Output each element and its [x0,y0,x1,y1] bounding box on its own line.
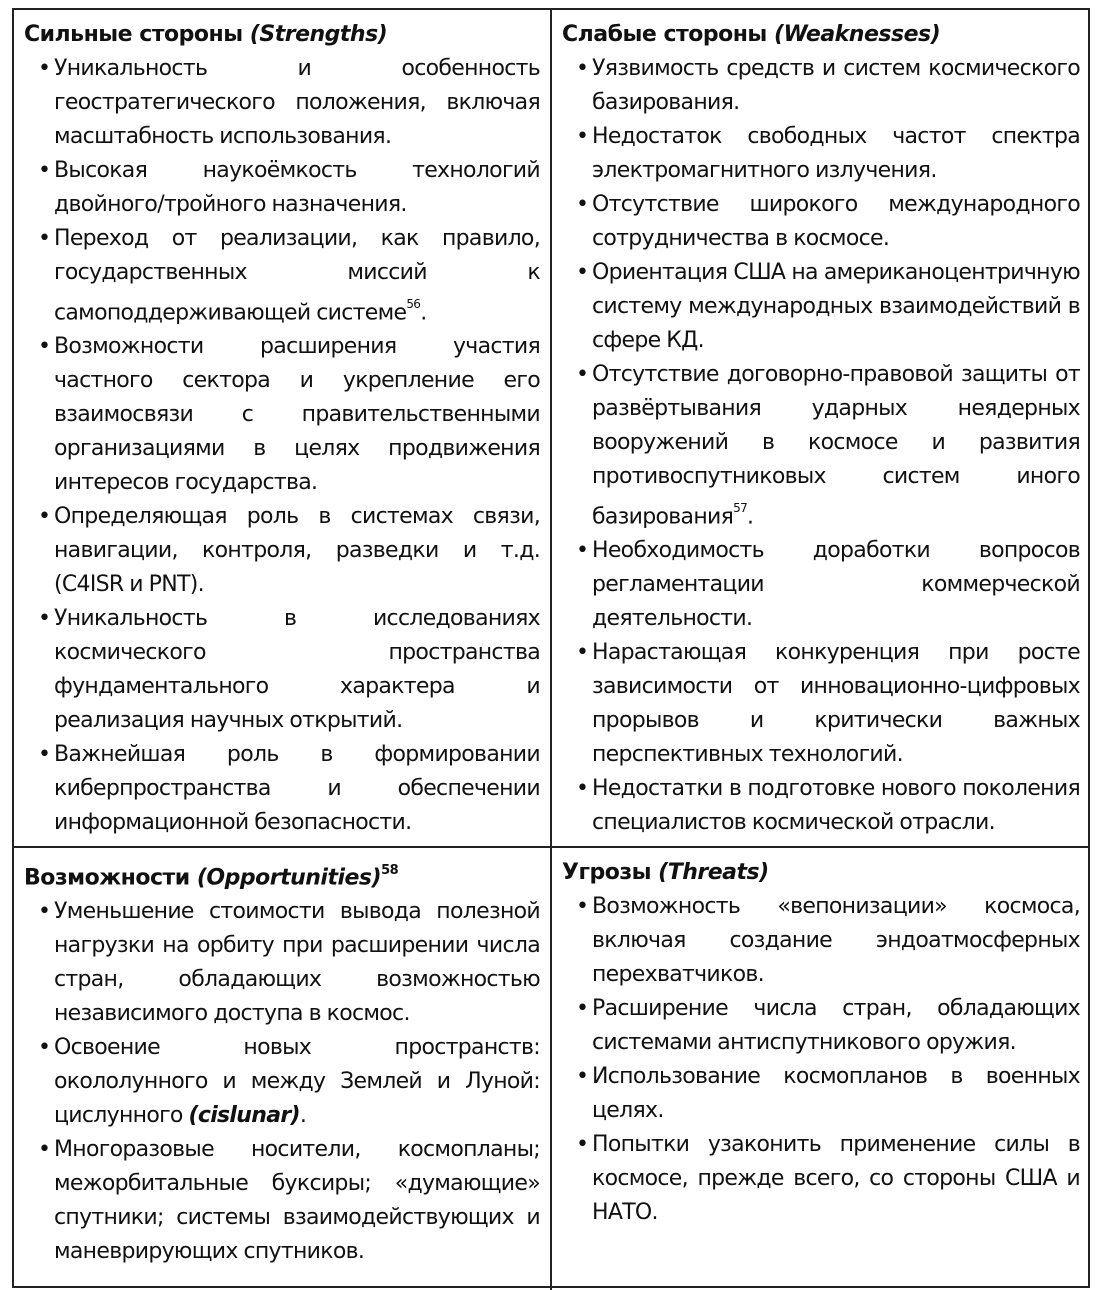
bullet-icon: • [38,504,51,530]
bullet-icon: • [38,899,51,925]
bullet-icon: • [576,192,589,217]
opportunities-heading [24,856,540,895]
item-text: Переход от реализации, как правило, государственных миссий к самоподдерживающей системе [54,226,540,326]
bullet-icon: • [38,1137,51,1163]
footnote-ref: 56 [406,297,421,311]
bullet-icon: • [576,56,589,81]
bullet-icon: • [576,1064,589,1089]
bullet-icon: • [38,1035,51,1061]
item-text: Возможность «вепонизации» космоса, включая создание эндоатмосферных перехватчиков. [592,894,1080,987]
threats-list [562,890,1080,1230]
threats-item [562,1128,1080,1230]
bullet-icon: • [576,538,589,564]
weaknesses-title: Слабые стороны [562,22,767,47]
opportunities-title: Возможности [24,865,190,891]
weaknesses-item [562,256,1080,358]
opportunities-item [24,1133,540,1269]
item-text: Уменьшение стоимости вывода полезной нагрузки на орбиту при расширении числа стран, обладающих возможностью независимого доступа в космос. [54,899,540,1027]
bullet-icon: • [576,640,589,666]
bullet-icon: • [38,158,51,183]
strengths-item [24,52,540,154]
bullet-icon: • [38,334,51,360]
weaknesses-list [562,52,1080,840]
item-text: Ориентация США на американоцентричную систему международных взаимодействий в сфере КД. [592,260,1080,353]
strengths-item [24,154,540,222]
threats-heading [562,856,1080,890]
threats-title: Угрозы [562,860,651,885]
opportunities-item [24,1031,540,1133]
footnote-ref: 58 [381,863,399,878]
strengths-list [24,52,540,840]
strengths-item [24,330,540,500]
strengths-item [24,222,540,330]
strengths-item [24,738,540,840]
strengths-title: Сильные стороны [24,22,243,47]
item-text: Уникальность в исследованиях космического пространства фундаментального характера и реализация научных открытий. [54,606,540,734]
item-text: Необходимость доработки вопросов регламентации коммерческой деятельности. [592,538,1080,632]
strengths-heading [24,18,540,52]
bullet-icon: • [576,260,589,285]
weaknesses-item [562,120,1080,188]
threats-item [562,992,1080,1060]
item-text: Использование космопланов в военных целях. [592,1064,1080,1123]
item-tail: . [420,300,427,326]
bullet-icon: • [576,1132,589,1157]
weaknesses-cell [552,10,1090,848]
strengths-item [24,602,540,738]
opportunities-title-en: (Opportunities) [196,865,382,891]
weaknesses-item [562,636,1080,772]
item-text: Возможности расширения участия частного сектора и укрепление его взаимосвязи с правительственными организациями в целях продвижения интересов государства. [54,334,540,496]
item-text: Расширение числа стран, обладающих системами антиспутникового оружия. [592,996,1080,1055]
item-text: Определяющая роль в системах связи, навигации, контроля, разведки и т.д. (C4ISR и PNT). [54,504,540,598]
item-italic-term: (cislunar) [188,1103,300,1129]
opportunities-item [24,895,540,1031]
weaknesses-item [562,188,1080,256]
strengths-cell [14,10,552,848]
bullet-icon: • [38,742,51,768]
item-text: Отсутствие договорно-правовой защиты от развёртывания ударных неядерных вооружений в космосе и развития противоспутниковых систем иного базирования [592,362,1080,530]
threats-title-en: (Threats) [658,860,769,885]
item-text: Недостатки в подготовке нового поколения специалистов космической отрасли. [592,776,1080,836]
bullet-icon: • [38,56,51,81]
threats-cell [552,848,1090,1290]
item-text: Высокая наукоёмкость технологий двойного/тройного назначения. [54,158,540,217]
weaknesses-item [562,52,1080,120]
strengths-title-en: (Strengths) [249,22,388,47]
strengths-item [24,500,540,602]
bullet-icon: • [38,226,51,251]
item-text: Недостаток свободных частот спектра электромагнитного излучения. [592,124,1080,183]
bullet-icon: • [576,776,589,802]
footnote-ref: 57 [733,501,748,515]
threats-item [562,890,1080,992]
item-text: Отсутствие широкого международного сотрудничества в космосе. [592,192,1080,251]
opportunities-list [24,895,540,1269]
bullet-icon: • [38,606,51,632]
weaknesses-item [562,772,1080,840]
swot-table [12,8,1090,1288]
item-text: Нарастающая конкуренция при росте зависимости от инновационно-цифровых прорывов и критически важных перспективных технологий. [592,640,1080,768]
item-text: Многоразовые носители, космопланы; межорбитальные буксиры; «думающие» спутники; системы взаимодействующих и маневрирующих спутников. [54,1137,540,1265]
weaknesses-item [562,534,1080,636]
bullet-icon: • [576,362,589,387]
bullet-icon: • [576,996,589,1021]
item-text: Уязвимость средств и систем космического базирования. [592,56,1080,115]
weaknesses-item [562,358,1080,534]
item-tail: . [299,1103,307,1129]
bullet-icon: • [576,124,589,149]
weaknesses-title-en: (Weaknesses) [773,22,941,47]
weaknesses-heading [562,18,1080,52]
item-text: Важнейшая роль в формировании киберпространства и обеспечении информационной безопасности. [54,742,540,836]
opportunities-cell [14,848,552,1290]
item-text: Попытки узаконить применение силы в космосе, прежде всего, со стороны США и НАТО. [592,1132,1080,1225]
bullet-icon: • [576,894,589,919]
item-tail: . [747,504,754,530]
threats-item [562,1060,1080,1128]
item-text: Освоение новых пространств: окололунного и между Землей и Луной: цислунного [54,1035,540,1129]
item-text: Уникальность и особенность геостратегического положения, включая масштабность использования. [54,56,540,149]
